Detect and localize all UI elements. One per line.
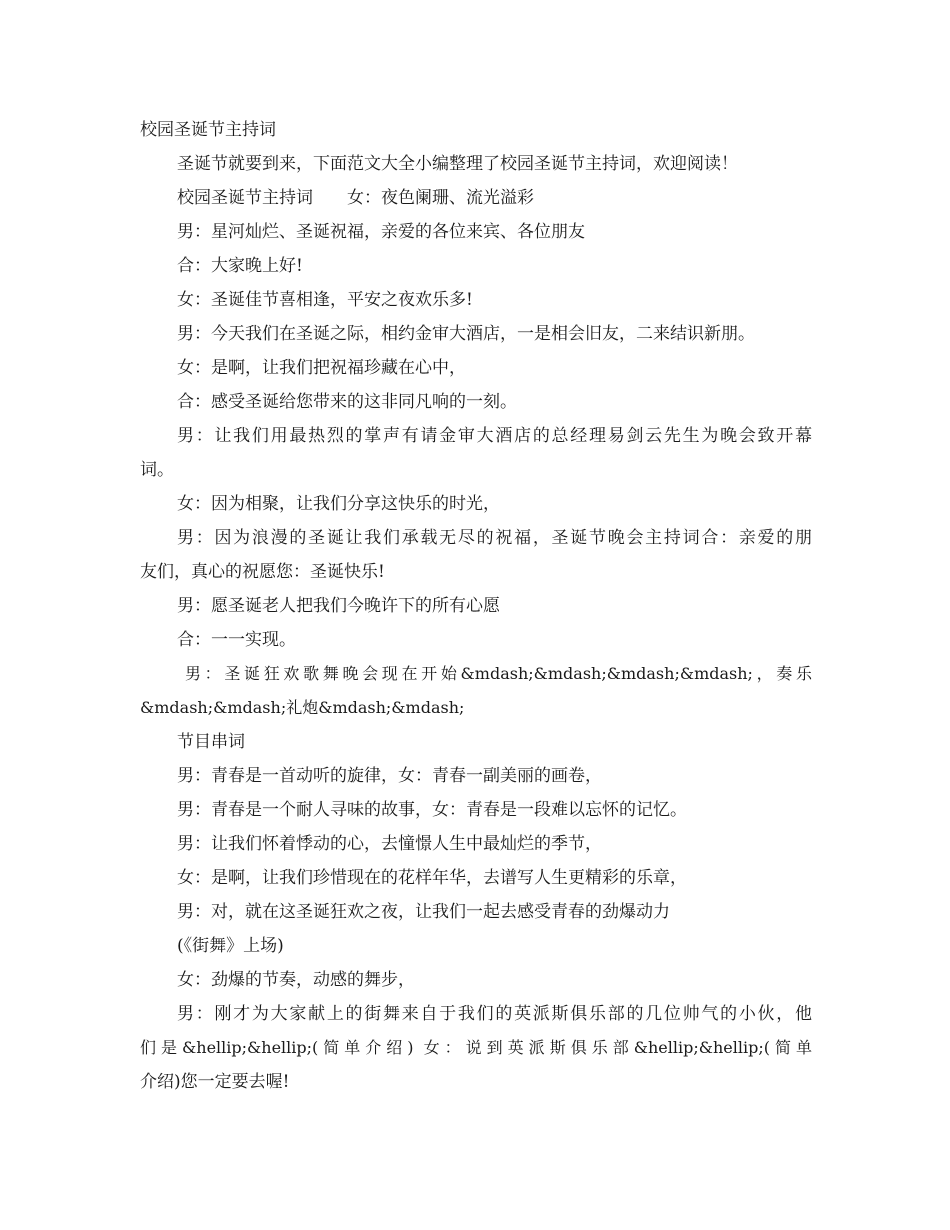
paragraph-line: 男：青春是一首动听的旋律，女：青春一副美丽的画卷， — [177, 766, 602, 786]
paragraph-line: 男：让我们怀着悸动的心，去憧憬人生中最灿烂的季节， — [177, 834, 602, 854]
paragraph-line: (《街舞》上场) — [177, 936, 284, 956]
paragraph-line: 合：感受圣诞给您带来的这非同凡响的一刻。 — [177, 392, 517, 412]
paragraph-line: 男：今天我们在圣诞之际，相约金审大酒店，一是相会旧友，二来结识新朋。 — [177, 324, 755, 344]
paragraph-line: 圣诞节就要到来，下面范文大全小编整理了校园圣诞节主持词，欢迎阅读！ — [177, 154, 738, 174]
section-heading: 节目串词 — [177, 732, 245, 752]
paragraph-line: 合：大家晚上好! — [177, 256, 303, 276]
paragraph-line-continued: 们是&hellip;&hellip;(简单介绍) 女：说到英派斯俱乐部&hellip;&hellip;(简单 — [140, 1038, 812, 1057]
paragraph-line: 男：因为浪漫的圣诞让我们承载无尽的祝福，圣诞节晚会主持词合：亲爱的朋 — [177, 528, 812, 548]
paragraph-line: 男：愿圣诞老人把我们今晚许下的所有心愿 — [177, 596, 500, 616]
paragraph-line: 男：让我们用最热烈的掌声有请金审大酒店的总经理易剑云先生为晚会致开幕 — [177, 426, 812, 446]
paragraph-line: 男：青春是一个耐人寻味的故事，女：青春是一段难以忘怀的记忆。 — [177, 800, 687, 820]
paragraph-line: 男：星河灿烂、圣诞祝福，亲爱的各位来宾、各位朋友 — [177, 222, 585, 242]
paragraph-line: 男：圣诞狂欢歌舞晚会现在开始&mdash;&mdash;&mdash;&mdash;，奏乐 — [185, 664, 812, 683]
paragraph-line: 女：因为相聚，让我们分享这快乐的时光， — [177, 494, 500, 514]
paragraph-line: 合：一一实现。 — [177, 630, 296, 650]
paragraph-line-continued: 词。 — [140, 460, 174, 480]
paragraph-line: 女：劲爆的节奏，动感的舞步， — [177, 970, 415, 990]
paragraph-line: 女：是啊，让我们把祝福珍藏在心中， — [177, 358, 466, 378]
paragraph-line: 校园圣诞节主持词 女：夜色阑珊、流光溢彩 — [177, 188, 534, 208]
paragraph-line: 男：对，就在这圣诞狂欢之夜，让我们一起去感受青春的劲爆动力 — [177, 902, 670, 922]
paragraph-line-continued: &mdash;&mdash;礼炮&mdash;&mdash; — [140, 698, 465, 717]
paragraph-line-continued: 友们，真心的祝愿您：圣诞快乐! — [140, 562, 385, 582]
paragraph-line-continued: 介绍)您一定要去喔! — [140, 1072, 290, 1092]
paragraph-line: 男：刚才为大家献上的街舞来自于我们的英派斯俱乐部的几位帅气的小伙，他 — [177, 1004, 812, 1024]
document-title: 校园圣诞节主持词 — [140, 120, 276, 140]
paragraph-line: 女：圣诞佳节喜相逢，平安之夜欢乐多! — [177, 290, 473, 310]
paragraph-line: 女：是啊，让我们珍惜现在的花样年华，去谱写人生更精彩的乐章， — [177, 868, 687, 888]
